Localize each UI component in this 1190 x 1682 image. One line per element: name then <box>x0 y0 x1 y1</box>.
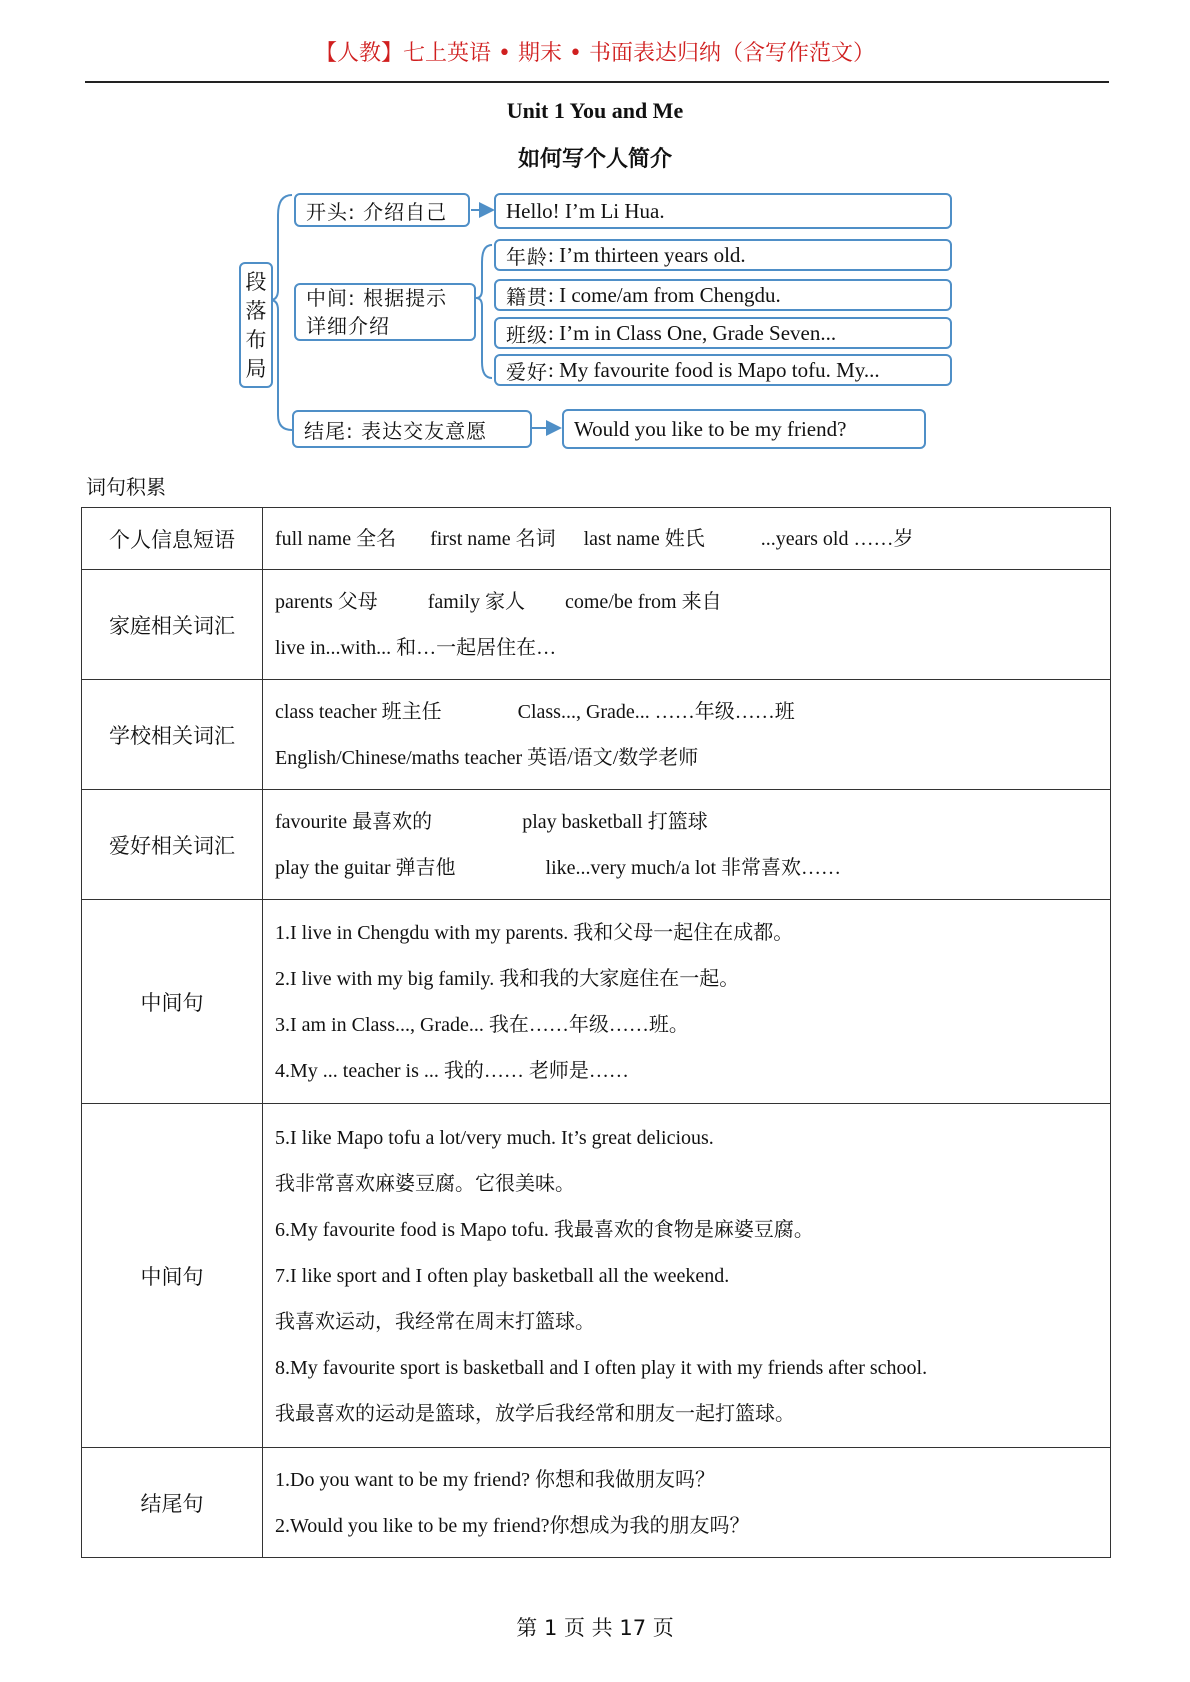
row-content <box>263 1448 1111 1558</box>
content-phrase: live in...with... 和…一起居住在… <box>275 636 557 659</box>
content-phrase: 5.I like Mapo tofu a lot/very much. It’s great delicious. <box>275 1126 714 1149</box>
content-line <box>275 516 1098 562</box>
content-line <box>275 735 1098 781</box>
root-label-box <box>239 262 273 388</box>
content-line <box>275 1002 1098 1048</box>
row-category: 结尾句 <box>82 1448 263 1558</box>
table-row <box>82 790 1111 900</box>
table-row <box>82 570 1111 680</box>
middle-label-line1: 中间: 根据提示 <box>306 286 448 310</box>
vocab-table <box>81 507 1111 1558</box>
root-char: 段 <box>245 270 267 294</box>
root-brace <box>270 195 292 430</box>
paragraph-layout-diagram <box>0 0 1190 460</box>
ending-example-box <box>562 409 926 449</box>
content-line <box>275 1253 1098 1299</box>
content-phrase: family 家人 <box>427 590 525 613</box>
content-phrase: full name 全名 <box>275 527 397 550</box>
content-phrase: ...years old ……岁 <box>760 527 914 550</box>
middle-brace <box>476 245 492 378</box>
row-category: 个人信息短语 <box>82 508 263 570</box>
table-row <box>82 1448 1111 1558</box>
row-content <box>263 790 1111 900</box>
section-label: 词句积累 <box>86 475 166 499</box>
opening-example-box <box>494 193 952 229</box>
document-header: 【人教】七上英语 • 期末 • 书面表达归纳（含写作范文） <box>315 41 875 66</box>
content-line <box>275 1048 1098 1094</box>
middle-item-age <box>494 239 952 271</box>
content-phrase: parents 父母 <box>275 590 378 613</box>
root-char: 局 <box>245 357 267 381</box>
table-row <box>82 508 1111 570</box>
content-line <box>275 625 1098 671</box>
middle-item-hometown <box>494 279 952 311</box>
row-content <box>263 570 1111 680</box>
content-line <box>275 956 1098 1002</box>
content-phrase: like...very much/a lot 非常喜欢…… <box>545 856 842 879</box>
item-text: : I’m thirteen years old. <box>548 242 746 267</box>
middle-item-hobby <box>494 354 952 386</box>
ending-example: Would you like to be my friend? <box>574 416 847 441</box>
content-line <box>275 1391 1098 1437</box>
content-phrase: come/be from 来自 <box>564 590 722 613</box>
content-phrase: 我最喜欢的运动是篮球，放学后我经常和朋友一起打篮球。 <box>275 1402 795 1425</box>
root-char: 落 <box>245 299 267 323</box>
row-content <box>263 508 1111 570</box>
content-line <box>275 1299 1098 1345</box>
root-char: 布 <box>245 328 267 352</box>
content-phrase: favourite 最喜欢的 <box>275 810 433 833</box>
middle-label-box <box>294 283 476 341</box>
content-line <box>275 1503 1098 1549</box>
item-text: : I’m in Class One, Grade Seven... <box>548 320 837 345</box>
item-text: : I come/am from Chengdu. <box>548 282 781 307</box>
item-key: 籍贯 <box>506 284 548 309</box>
content-line <box>275 1345 1098 1391</box>
row-category: 中间句 <box>82 900 263 1104</box>
content-phrase: play basketball 打篮球 <box>522 810 708 833</box>
middle-label-line2: 详细介绍 <box>306 314 390 338</box>
content-line <box>275 1115 1098 1161</box>
item-key: 年龄 <box>506 244 548 269</box>
content-phrase: 2.Would you like to be my friend?你想成为我的朋友吗？ <box>275 1514 750 1537</box>
ending-label: 结尾: 表达交友意愿 <box>304 418 488 443</box>
content-phrase: 7.I like sport and I often play basketball all the weekend. <box>275 1264 730 1287</box>
content-line <box>275 799 1098 845</box>
opening-label: 开头: 介绍自己 <box>306 199 448 224</box>
table-row <box>82 900 1111 1104</box>
content-line <box>275 1207 1098 1253</box>
diagram-connectors <box>0 0 1190 460</box>
content-line <box>275 1457 1098 1503</box>
content-phrase: 8.My favourite sport is basketball and I often play it with my friends after school. <box>275 1356 928 1379</box>
row-content <box>263 680 1111 790</box>
content-phrase: English/Chinese/maths teacher 英语/语文/数学老师 <box>275 746 699 769</box>
row-category: 爱好相关词汇 <box>82 790 263 900</box>
row-category: 学校相关词汇 <box>82 680 263 790</box>
row-content <box>263 900 1111 1104</box>
item-key: 班级 <box>506 322 548 347</box>
ending-label-box <box>292 410 532 448</box>
content-phrase: 1.Do you want to be my friend? 你想和我做朋友吗？ <box>275 1468 715 1491</box>
content-phrase: class teacher 班主任 <box>275 700 442 723</box>
row-content <box>263 1104 1111 1448</box>
content-phrase: 我喜欢运动，我经常在周末打篮球。 <box>275 1310 595 1333</box>
table-row <box>82 680 1111 790</box>
unit-title: Unit 1 You and Me <box>506 98 684 123</box>
table-row <box>82 1104 1111 1448</box>
row-category: 家庭相关词汇 <box>82 570 263 680</box>
content-phrase: 4.My ... teacher is ... 我的…… 老师是…… <box>275 1059 629 1082</box>
subtitle: 如何写个人简介 <box>517 147 672 172</box>
middle-item-class <box>494 317 952 349</box>
item-text: : My favourite food is Mapo tofu. My... <box>548 357 880 382</box>
content-phrase: 6.My favourite food is Mapo tofu. 我最喜欢的食物是麻婆豆腐。 <box>275 1218 814 1241</box>
content-phrase: 3.I am in Class..., Grade... 我在……年级……班。 <box>275 1013 689 1036</box>
opening-example: Hello! I’m Li Hua. <box>506 198 665 223</box>
content-line <box>275 910 1098 956</box>
content-phrase: play the guitar 弹吉他 <box>275 856 456 879</box>
content-phrase: first name 名词 <box>430 527 556 550</box>
content-phrase: last name 姓氏 <box>583 527 705 550</box>
content-phrase: 我非常喜欢麻婆豆腐。它很美味。 <box>275 1172 575 1195</box>
content-line <box>275 1161 1098 1207</box>
content-line <box>275 689 1098 735</box>
content-phrase: Class..., Grade... ……年级……班 <box>517 700 795 723</box>
opening-label-box <box>294 193 470 227</box>
content-line <box>275 579 1098 625</box>
row-category: 中间句 <box>82 1104 263 1448</box>
content-phrase: 2.I live with my big family. 我和我的大家庭住在一起。 <box>275 967 740 990</box>
content-phrase: 1.I live in Chengdu with my parents. 我和父母一起住在成都。 <box>275 921 794 944</box>
page-number: 第 1 页 共 17 页 <box>516 1616 674 1640</box>
item-key: 爱好 <box>506 359 548 384</box>
content-line <box>275 845 1098 891</box>
